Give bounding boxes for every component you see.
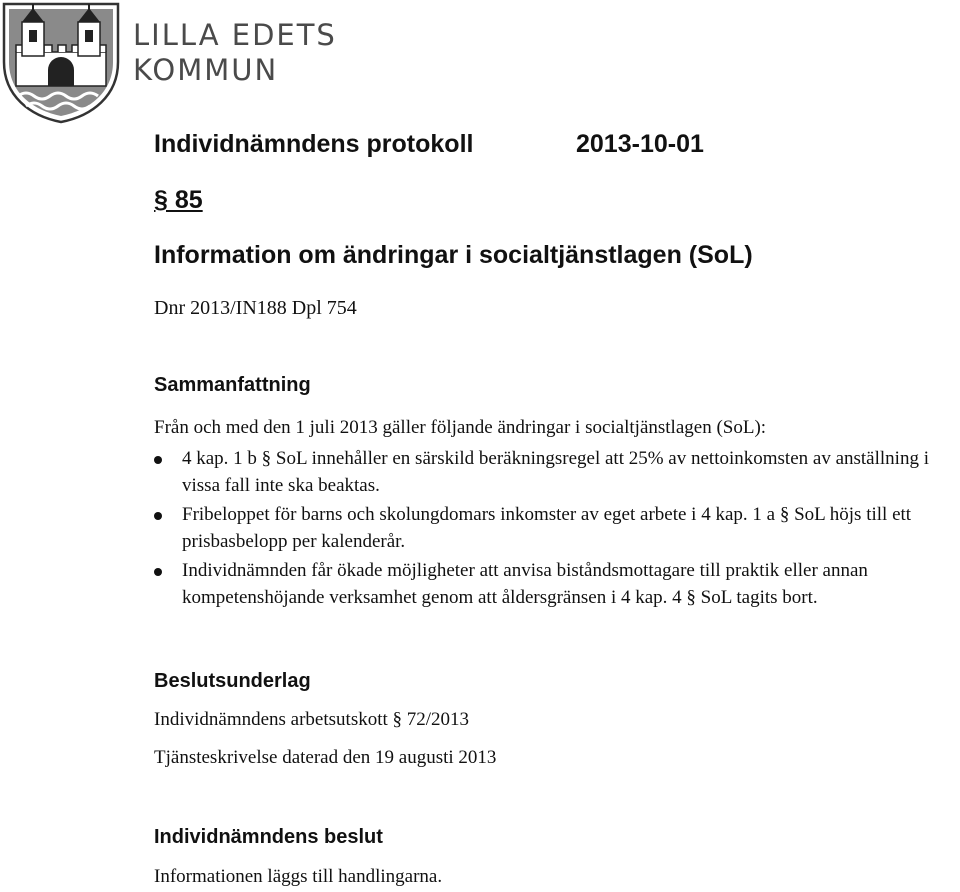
protocol-date: 2013-10-01 [576, 130, 704, 158]
paragraph-number: § 85 [154, 186, 203, 214]
summary-intro: Från och med den 1 juli 2013 gäller följande ändringar i socialtjänstlagen (SoL): [154, 417, 767, 438]
list-item [154, 446, 959, 499]
list-item [154, 502, 959, 555]
basis-heading: Beslutsunderlag [154, 670, 311, 692]
decision-text: Informationen läggs till handlingarna. [154, 866, 443, 887]
diary-number: Dnr 2013/IN188 Dpl 754 [154, 297, 357, 319]
municipal-crest-logo [0, 0, 122, 124]
changes-list [154, 446, 959, 614]
protocol-title: Individnämndens protokoll [154, 130, 474, 158]
bullet-text: Fribeloppet för barns och skolungdomars inkomster av eget arbete i 4 kap. 1 a § SoL höjs till ett prisbasbelopp per kalenderår. [182, 504, 912, 552]
subject-heading: Information om ändringar i socialtjänstlagen (SoL) [154, 241, 753, 269]
bullet-icon [154, 456, 162, 464]
decision-heading: Individnämndens beslut [154, 826, 383, 848]
basis-item: Individnämndens arbetsutskott § 72/2013 [154, 709, 470, 730]
bullet-icon [154, 568, 162, 576]
wordmark-line-1: LILLA EDETS [133, 18, 337, 52]
bullet-text: Individnämnden får ökade möjligheter att anvisa biståndsmottagare till praktik eller annan kompetenshöjande verksamhet genom att åldersgränsen i 4 kap. 4 § SoL tagits bort. [182, 560, 868, 608]
list-item [154, 558, 959, 611]
summary-heading: Sammanfattning [154, 374, 311, 396]
basis-item: Tjänsteskrivelse daterad den 19 augusti 2013 [154, 747, 497, 768]
bullet-text: 4 kap. 1 b § SoL innehåller en särskild beräkningsregel att 25% av nettoinkomsten av anställning i vissa fall inte ska beaktas. [182, 448, 929, 496]
bullet-icon [154, 512, 162, 520]
municipality-wordmark [133, 18, 337, 88]
wordmark-line-2: KOMMUN [133, 53, 279, 87]
